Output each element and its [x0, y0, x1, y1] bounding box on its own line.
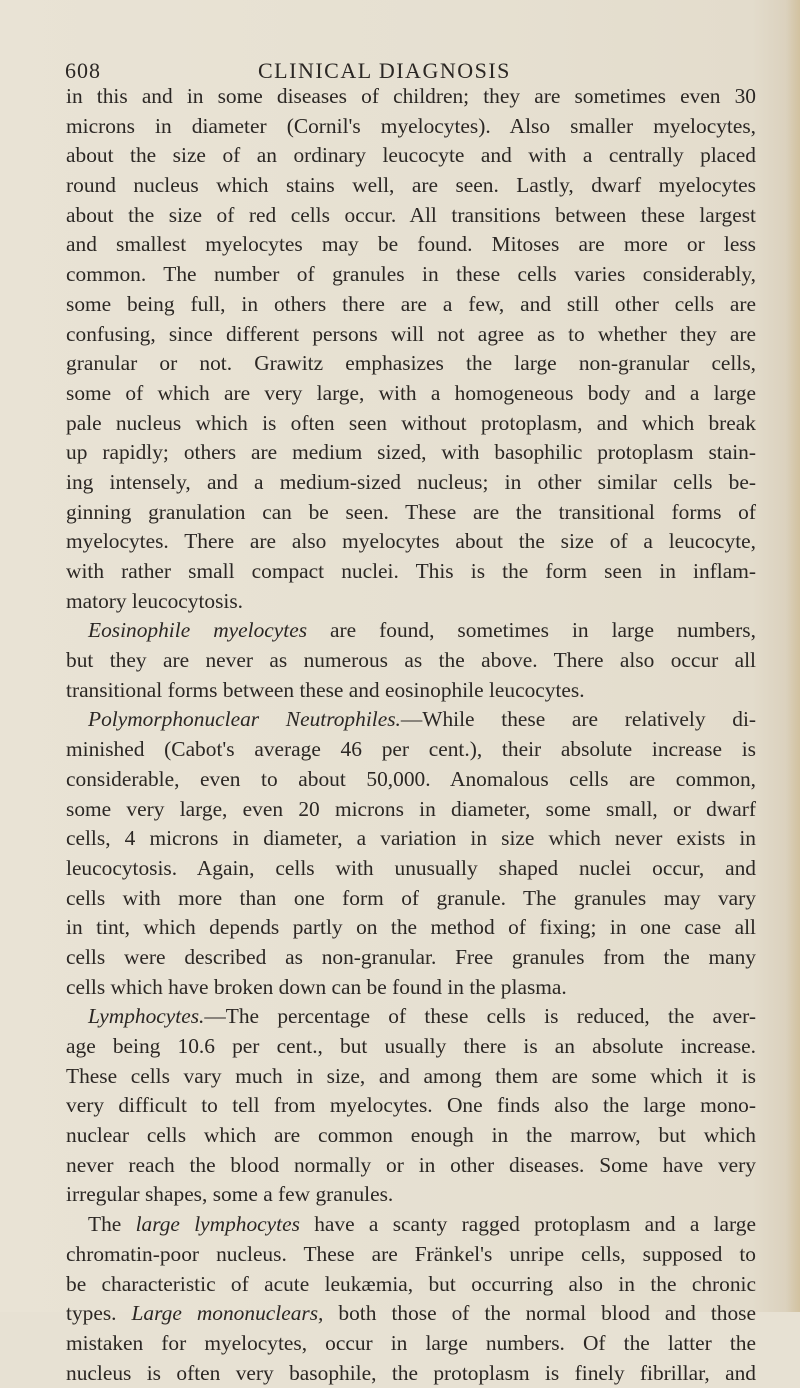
text-line: round nucleus which stains well, are seen. Lastly, dwarf myelocytes — [66, 173, 756, 198]
text-line: be characteristic of acute leukæmia, but occurring also in the chronic — [66, 1271, 756, 1296]
text-line: about the size of an ordinary leucocyte and with a centrally placed — [66, 143, 756, 168]
text-line-large-mononuclears — [66, 1299, 756, 1329]
text-line: confusing, since different persons will not agree as to whether they are — [66, 321, 756, 346]
text-line: very difficult to tell from myelocytes. One finds also the large mono- — [66, 1093, 756, 1118]
text-line: ginning granulation can be seen. These are the transitional forms of — [66, 499, 756, 524]
text-line: about the size of red cells occur. All transitions between these largest — [66, 202, 756, 227]
text-line: leucocytosis. Again, cells with unusually shaped nuclei occur, and — [66, 855, 756, 880]
page-header — [0, 30, 800, 83]
text-line: some of which are very large, with a homogeneous body and a large — [66, 380, 756, 405]
text-fragment: —While these are relatively di- — [400, 707, 757, 732]
text-line: nucleus is often very basophile, the protoplasm is finely fibrillar, and — [66, 1360, 756, 1385]
text-line: up rapidly; others are medium sized, with basophilic protoplasm stain- — [66, 440, 756, 465]
text-line: age being 10.6 per cent., but usually there is an absolute increase. — [66, 1034, 756, 1058]
text-fragment: The — [88, 1212, 122, 1237]
text-line: but they are never as numerous as the above. There also occur all — [66, 648, 756, 673]
text-line: irregular shapes, some a few granules. — [66, 1182, 394, 1207]
running-title: CLINICAL DIAGNOSIS — [258, 58, 511, 83]
italic-term-polymorphonuclear: Polymorphonuclear Neutrophiles. — [88, 707, 401, 732]
text-line: common. The number of granules in these cells varies considerably, — [66, 262, 756, 287]
text-line: transitional forms between these and eosinophile leucocytes. — [66, 677, 585, 702]
text-line: never reach the blood normally or in other diseases. Some have very — [66, 1152, 756, 1177]
text-line: pale nucleus which is often seen without protoplasm, and which break — [66, 410, 756, 435]
text-line: in tint, which depends partly on the method of fixing; in one case all — [66, 915, 756, 940]
text-line: myelocytes. There are also myelocytes about the size of a leucocyte, — [66, 529, 756, 554]
text-line: nuclear cells which are common enough in the marrow, but which — [66, 1123, 756, 1148]
text-line: and smallest myelocytes may be found. Mitoses are more or less — [66, 232, 756, 257]
text-line: considerable, even to about 50,000. Anomalous cells are common, — [66, 766, 756, 791]
text-fragment: both those of the normal blood and those — [338, 1301, 756, 1326]
text-fragment: —The percentage of these cells is reduced, the aver- — [204, 1004, 756, 1029]
text-line: cells were described as non-granular. Free granules from the many — [66, 944, 756, 969]
italic-term-large-lymphocytes: large lymphocytes — [135, 1212, 300, 1237]
text-fragment: are found, sometimes in large numbers, — [330, 618, 756, 643]
page-edge-shading — [786, 0, 800, 1312]
text-line: with rather small compact nuclei. This is the form seen in inflam- — [66, 559, 756, 583]
text-line: granular or not. Grawitz emphasizes the large non-granular cells, — [66, 351, 756, 376]
text-line: mistaken for myelocytes, occur in large numbers. Of the latter the — [66, 1330, 756, 1355]
text-line: cells which have broken down can be found in the plasma. — [66, 974, 567, 999]
text-line-large-lymphocytes — [66, 1210, 756, 1240]
text-line: some being full, in others there are a few, and still other cells are — [66, 291, 756, 316]
text-line: These cells vary much in size, and among them are some which it is — [66, 1063, 756, 1088]
text-line: matory leucocytosis. — [66, 588, 244, 613]
text-line-lymphocytes — [66, 1002, 756, 1032]
text-line: minished (Cabot's average 46 per cent.), their absolute increase is — [66, 737, 756, 762]
text-line: microns in diameter (Cornil's myelocytes). Also smaller myelocytes, — [66, 113, 756, 138]
text-fragment: types. — [66, 1301, 117, 1326]
text-line-eosinophile — [66, 616, 756, 646]
italic-term-eosinophile: Eosinophile myelocytes — [88, 618, 308, 643]
body-text — [66, 82, 756, 1388]
italic-term-lymphocytes: Lymphocytes. — [88, 1004, 205, 1029]
text-fragment: have a scanty ragged protoplasm and a large — [314, 1212, 756, 1237]
text-line: ing intensely, and a medium-sized nucleus; in other similar cells be- — [66, 469, 756, 494]
text-line: chromatin-poor nucleus. These are Fränkel's unripe cells, supposed to — [66, 1241, 756, 1266]
text-line: cells with more than one form of granule. The granules may vary — [66, 885, 756, 910]
text-line: cells, 4 microns in diameter, a variation in size which never exists in — [66, 826, 756, 851]
text-line-polymorph — [66, 705, 756, 735]
italic-term-large-mononuclears: Large mononuclears, — [131, 1301, 324, 1326]
text-line: in this and in some diseases of children; they are sometimes even 30 — [66, 84, 756, 108]
text-line: some very large, even 20 microns in diameter, some small, or dwarf — [66, 796, 756, 821]
page-number: 608 — [65, 58, 101, 83]
